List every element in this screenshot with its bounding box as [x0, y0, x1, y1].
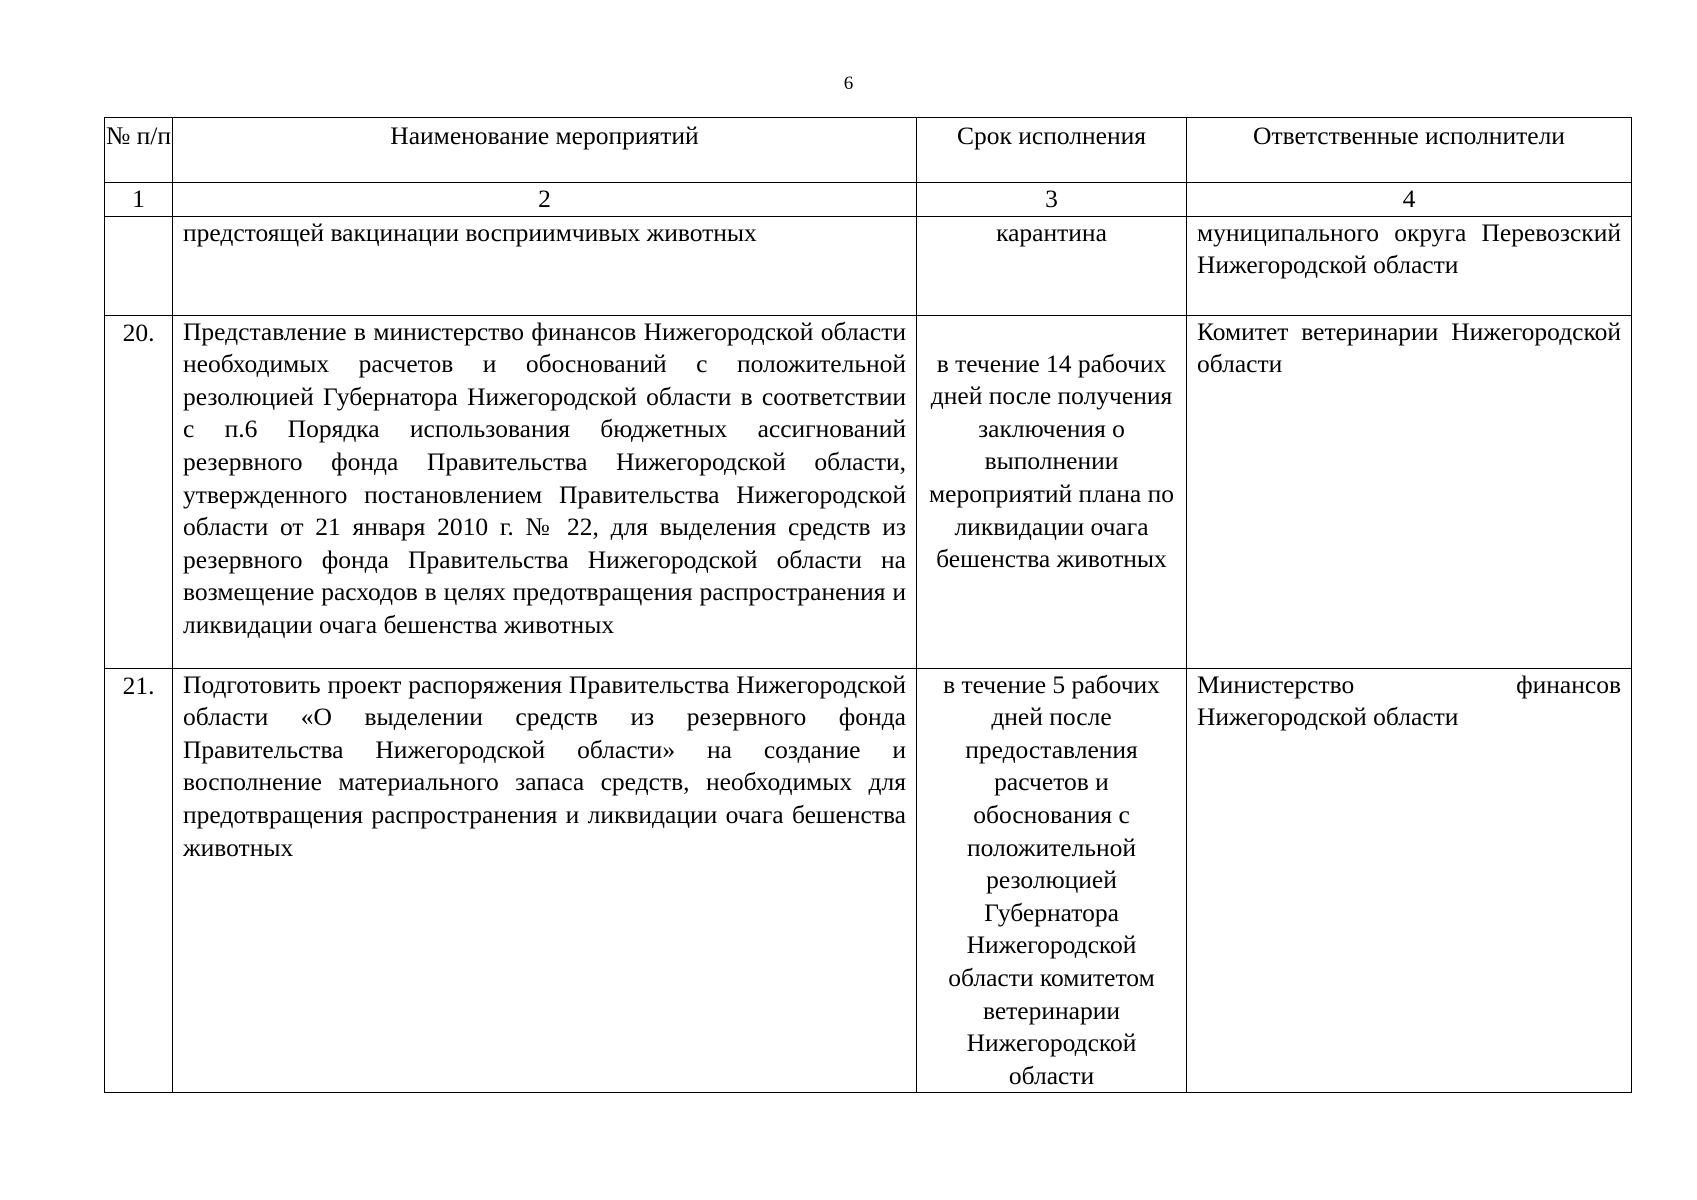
column-number: 3 — [917, 183, 1187, 217]
row-name: Представление в министерство финансов Нижегородской области необходимых расчетов и обоснований с положительной резолюцией Губернатора Нижегородской области в соответствии с п.6 Порядка использования бюджетных ассигнований резервного фонда Правительства Нижегородской области, утвержденного постановлением Правительства Нижегородской области от 21 января 2010 г. № 22, для выделения средств из резервного фонда Правительства Нижегородской области на возмещение расходов в целях предотвращения распространения и ликвидации очага бешенства животных — [173, 315, 917, 668]
page-number: 6 — [843, 73, 854, 94]
row-deadline: в течение 14 рабочих дней после получения заключения о выполнении мероприятий плана по ликвидации очага бешенства животных — [917, 315, 1187, 668]
row-num: 20. — [105, 315, 173, 668]
header-responsible: Ответственные исполнители — [1187, 118, 1632, 183]
row-responsible: муниципального округа Перевозский Нижегородской области — [1187, 216, 1632, 315]
table-row — [105, 216, 1632, 315]
row-name: Подготовить проект распоряжения Правительства Нижегородской области «О выделении средств из резервного фонда Правительства Нижегородской области» на создание и восполнение материального запаса средств, необходимых для предотвращения распространения и ликвидации очага бешенства животных — [173, 668, 917, 1093]
header-num: № п/п — [105, 118, 173, 183]
row-num — [105, 216, 173, 315]
column-numbers-row — [105, 183, 1632, 217]
row-deadline: в течение 5 рабочих дней после предоставления расчетов и обоснования с положительной резолюцией Губернатора Нижегородской области комитетом ветеринарии Нижегородской области — [917, 668, 1187, 1093]
header-name: Наименование мероприятий — [173, 118, 917, 183]
column-number: 4 — [1187, 183, 1632, 217]
row-responsible: Министерство финансов Нижегородской области — [1187, 668, 1632, 1093]
table-row — [105, 668, 1632, 1093]
row-responsible: Комитет ветеринарии Нижегородской области — [1187, 315, 1632, 668]
column-number: 1 — [105, 183, 173, 217]
column-number: 2 — [173, 183, 917, 217]
measures-table — [104, 117, 1632, 1093]
row-name: предстоящей вакцинации восприимчивых животных — [173, 216, 917, 315]
header-row — [105, 118, 1632, 183]
table-row — [105, 315, 1632, 668]
row-deadline: карантина — [917, 216, 1187, 315]
header-deadline: Срок исполнения — [917, 118, 1187, 183]
row-num: 21. — [105, 668, 173, 1093]
